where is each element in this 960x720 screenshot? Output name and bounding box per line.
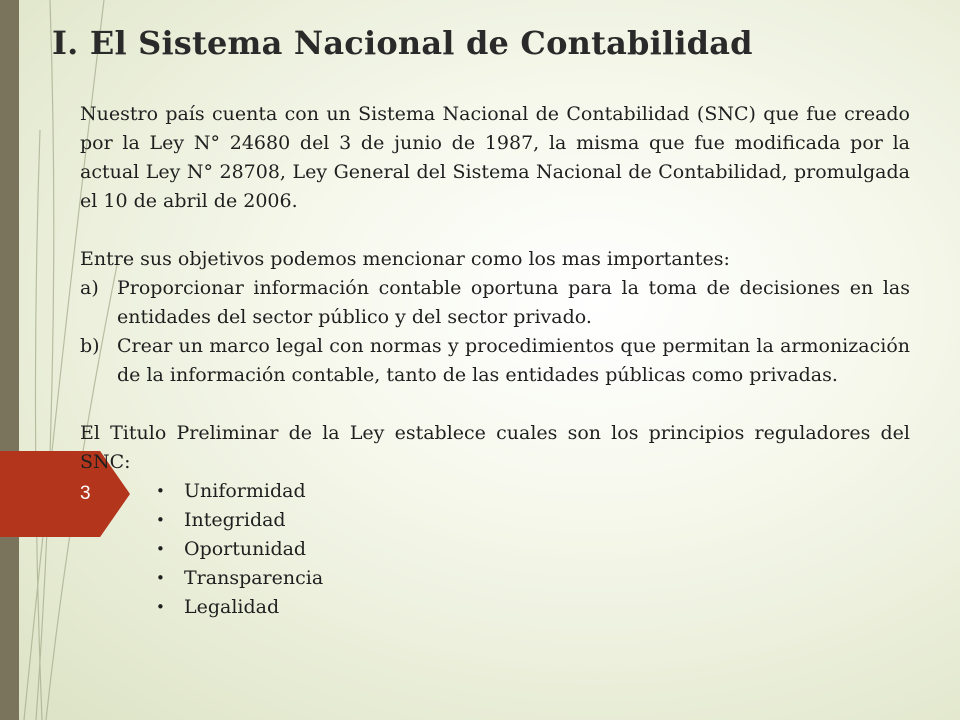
objective-text: Proporcionar información contable oportuna para la toma de decisiones en las entidades del sector público y del sector privado.	[117, 277, 910, 328]
paragraph-spacer	[80, 390, 910, 419]
principle-item: • Integridad	[80, 506, 910, 535]
principle-item: • Uniformidad	[80, 477, 910, 506]
principles-intro: El Titulo Preliminar de la Ley establece cuales son los principios reguladores del SNC:	[80, 422, 910, 473]
slide-title: I. El Sistema Nacional de Contabilidad	[52, 24, 753, 62]
decorative-stroke	[36, 0, 54, 720]
principles-list	[80, 477, 910, 622]
objective-marker: b)	[80, 335, 100, 357]
objective-item	[80, 274, 910, 332]
objective-text: Crear un marco legal con normas y procedimientos que permitan la armonización de la información contable, tanto de las entidades públicas como privadas.	[117, 335, 910, 386]
left-sidebar-bar	[0, 0, 19, 720]
page-number: 3	[80, 483, 91, 504]
principle-item: • Oportunidad	[80, 535, 910, 564]
decorative-stroke	[35, 130, 42, 720]
principle-item: • Transparencia	[80, 564, 910, 593]
objectives-intro: Entre sus objetivos podemos mencionar como los mas importantes:	[80, 248, 730, 270]
objective-marker: a)	[80, 277, 99, 299]
intro-paragraph: Nuestro país cuenta con un Sistema Nacional de Contabilidad (SNC) que fue creado por la Ley N° 24680 del 3 de junio de 1987, la misma que fue modificada por la actual Ley N° 28708, Ley General del Sistema Nacional de Contabilidad, promulgada el 10 de abril de 2006.	[80, 103, 910, 212]
paragraph-spacer	[80, 216, 910, 245]
principle-item: • Legalidad	[80, 593, 910, 622]
slide-content	[80, 100, 910, 622]
objective-item	[80, 332, 910, 390]
